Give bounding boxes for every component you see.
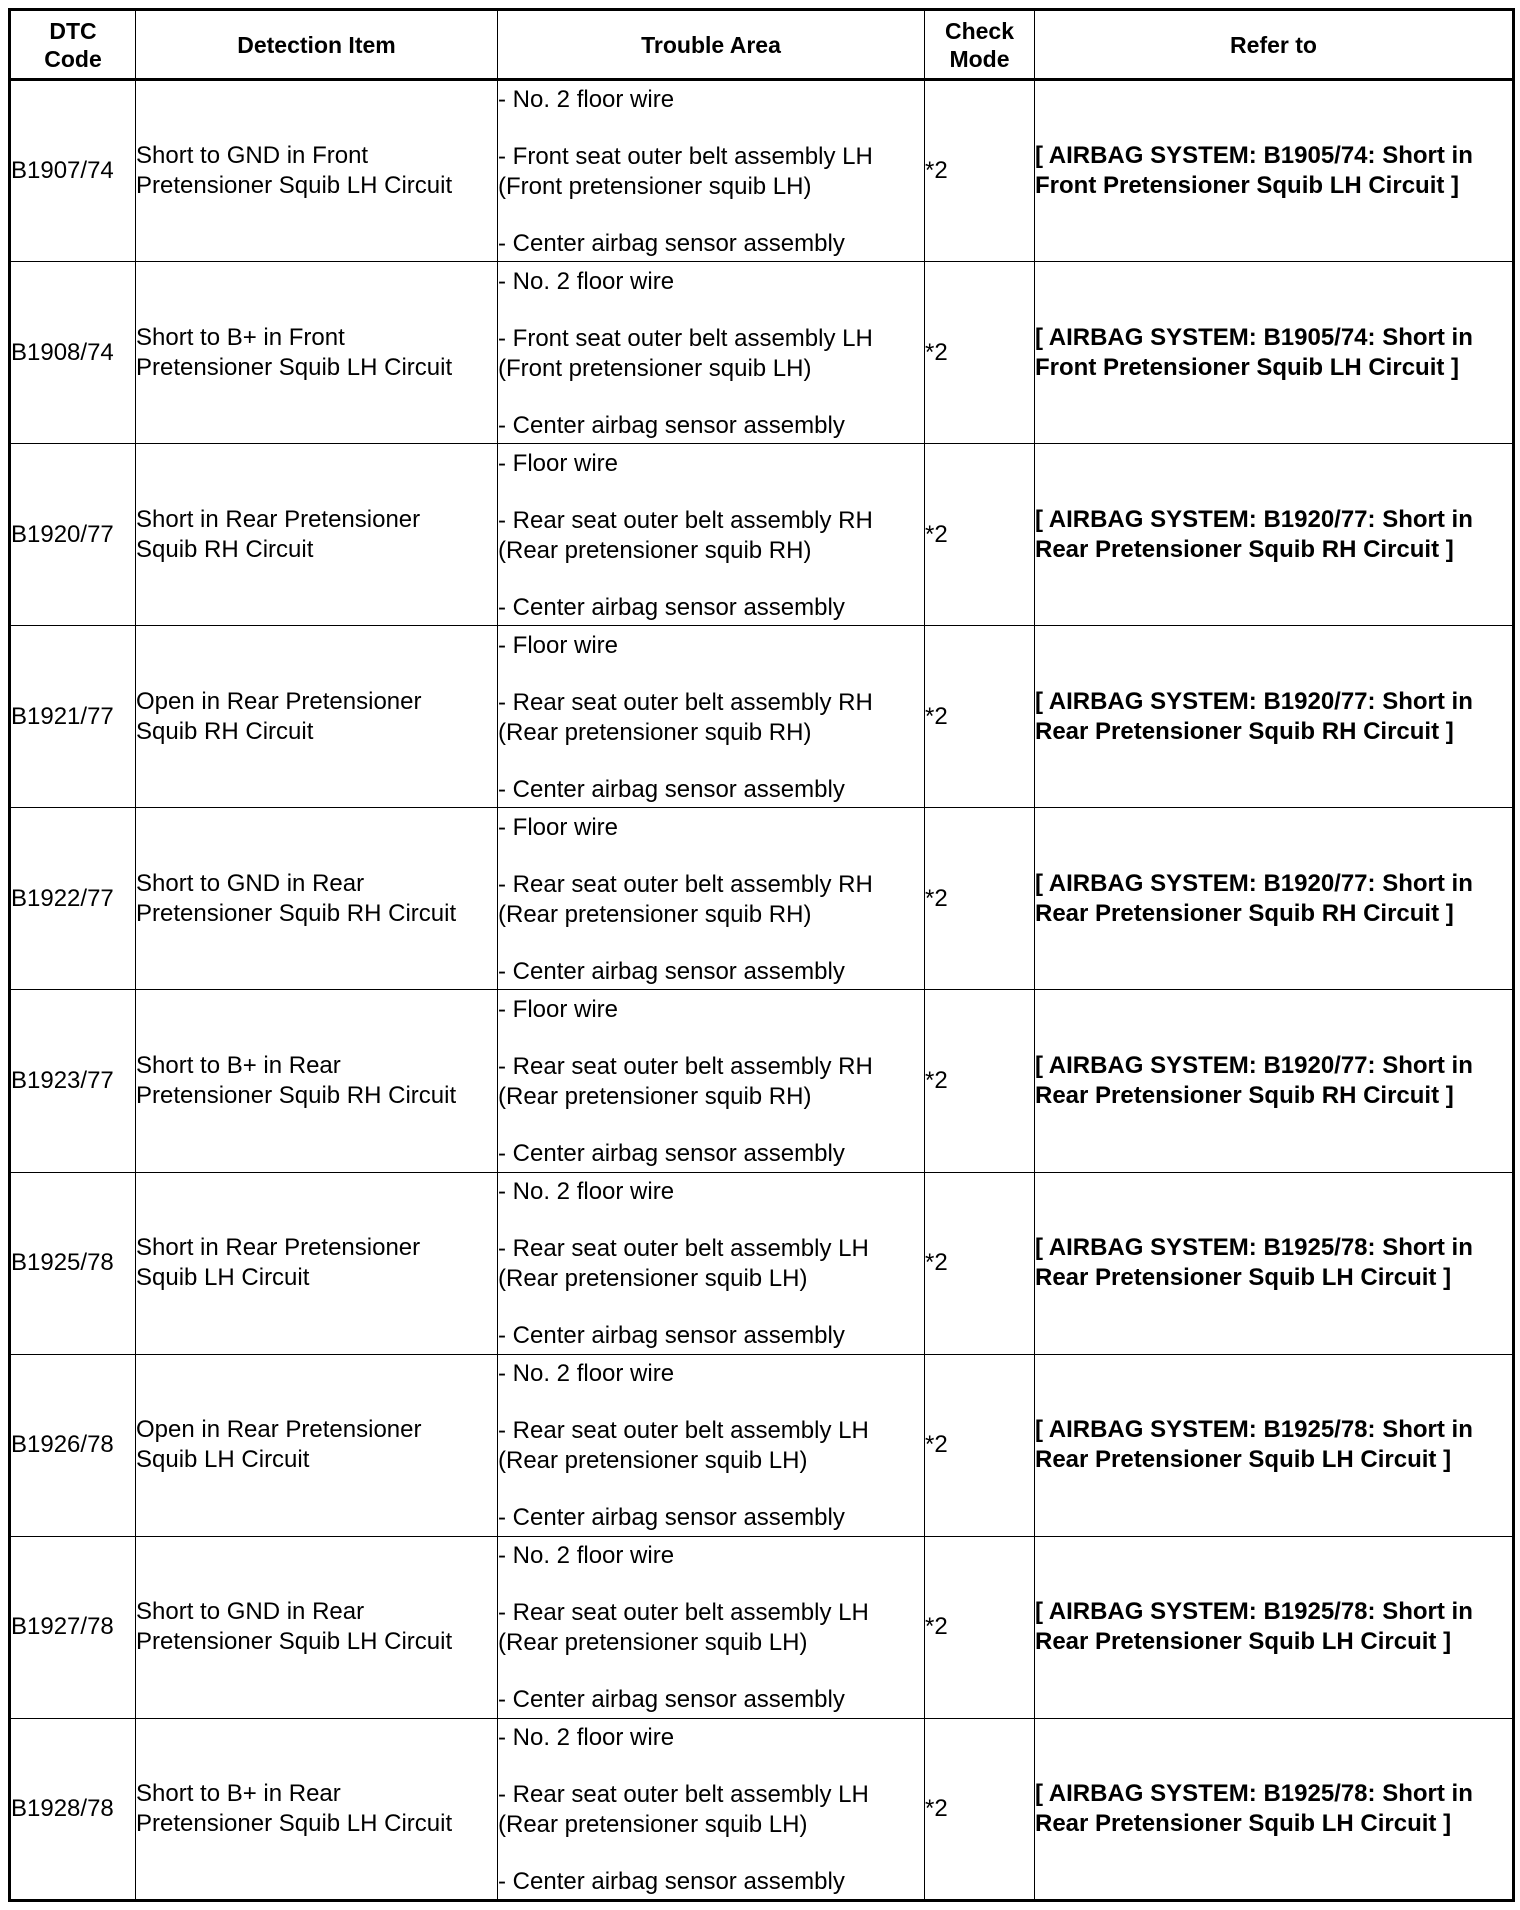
detection-item-cell <box>136 262 498 444</box>
trouble-area-part: (Rear pretensioner squib RH) <box>498 718 812 746</box>
check-mode: *2 <box>925 702 948 730</box>
dtc-code-cell <box>10 626 136 808</box>
trouble-area-part: - Rear seat outer belt assembly LH <box>498 1235 869 1263</box>
trouble-area-line <box>498 1052 924 1112</box>
trouble-area-line <box>498 1780 924 1840</box>
dtc-code-cell <box>10 1172 136 1354</box>
trouble-area-part: (Rear pretensioner squib RH) <box>498 536 812 564</box>
detection-item-line: Open in Rear Pretensioner <box>136 1416 422 1444</box>
trouble-area-line: - No. 2 floor wire <box>498 1178 675 1206</box>
dtc-code: B1923/77 <box>11 1067 114 1095</box>
trouble-area-line: - Center airbag sensor assembly <box>498 1140 845 1168</box>
check-mode: *2 <box>925 338 948 366</box>
trouble-area-cell <box>498 444 925 626</box>
refer-to-link[interactable]: Rear Pretensioner Squib LH Circuit ] <box>1035 1809 1452 1837</box>
detection-item-line: Short in Rear Pretensioner <box>136 505 421 533</box>
trouble-area-cell <box>498 1718 925 1900</box>
trouble-area-part: (Front pretensioner squib LH) <box>498 173 812 201</box>
trouble-area-part: (Rear pretensioner squib LH) <box>498 1629 808 1657</box>
dtc-code: B1921/77 <box>11 702 114 730</box>
detection-item-cell <box>136 990 498 1172</box>
trouble-area-part: (Rear pretensioner squib RH) <box>498 1083 812 1111</box>
trouble-area-part: (Rear pretensioner squib LH) <box>498 1810 808 1838</box>
dtc-code: B1927/78 <box>11 1613 114 1641</box>
refer-to-link[interactable]: [ AIRBAG SYSTEM: B1925/78: Short in <box>1035 1416 1473 1444</box>
trouble-area-cell <box>498 990 925 1172</box>
detection-item-line: Short to B+ in Rear <box>136 1052 341 1080</box>
table-row <box>10 808 1514 990</box>
detection-item-line: Pretensioner Squib LH Circuit <box>136 1809 453 1837</box>
dtc-code-cell <box>10 1718 136 1900</box>
check-mode: *2 <box>925 1794 948 1822</box>
trouble-area-line: - Center airbag sensor assembly <box>498 1322 845 1350</box>
refer-to-cell <box>1035 990 1514 1172</box>
check-mode-cell <box>925 990 1035 1172</box>
trouble-area-line <box>498 688 924 748</box>
check-mode-cell <box>925 444 1035 626</box>
check-mode-cell <box>925 808 1035 990</box>
trouble-area-part: - Front seat outer belt assembly LH <box>498 324 873 352</box>
trouble-area-part: - Rear seat outer belt assembly RH <box>498 1053 873 1081</box>
dtc-code-cell <box>10 990 136 1172</box>
dtc-code: B1922/77 <box>11 884 114 912</box>
check-mode-cell <box>925 80 1035 262</box>
check-mode: *2 <box>925 157 948 185</box>
table-row <box>10 1172 1514 1354</box>
header-check-mode-line-1: Check <box>944 17 1015 44</box>
trouble-area-part: - Rear seat outer belt assembly LH <box>498 1599 869 1627</box>
trouble-area-line: - Center airbag sensor assembly <box>498 593 845 621</box>
refer-to-cell <box>1035 808 1514 990</box>
check-mode-cell <box>925 1354 1035 1536</box>
refer-to-cell <box>1035 262 1514 444</box>
dtc-code-cell <box>10 262 136 444</box>
header-trouble-area: Trouble Area <box>498 10 925 80</box>
detection-item-line: Squib RH Circuit <box>136 717 314 745</box>
table-row <box>10 1536 1514 1718</box>
trouble-area-line: - Center airbag sensor assembly <box>498 1504 845 1532</box>
check-mode: *2 <box>925 1431 948 1459</box>
refer-to-link[interactable]: [ AIRBAG SYSTEM: B1920/77: Short in <box>1035 869 1473 897</box>
trouble-area-line: - No. 2 floor wire <box>498 1723 675 1751</box>
refer-to-link[interactable]: Rear Pretensioner Squib RH Circuit ] <box>1035 1082 1454 1110</box>
check-mode: *2 <box>925 1067 948 1095</box>
trouble-area-part: - Front seat outer belt assembly LH <box>498 143 873 171</box>
detection-item-line: Pretensioner Squib LH Circuit <box>136 353 453 381</box>
check-mode: *2 <box>925 520 948 548</box>
trouble-area-cell <box>498 1354 925 1536</box>
trouble-area-line: - Center airbag sensor assembly <box>498 1686 845 1714</box>
check-mode-cell <box>925 1536 1035 1718</box>
dtc-code-cell <box>10 80 136 262</box>
header-dtc-code-line-2: Code <box>44 45 102 72</box>
detection-item-line: Open in Rear Pretensioner <box>136 687 422 715</box>
check-mode: *2 <box>925 884 948 912</box>
trouble-area-line <box>498 870 924 930</box>
table-row <box>10 444 1514 626</box>
refer-to-cell <box>1035 1718 1514 1900</box>
check-mode: *2 <box>925 1613 948 1641</box>
trouble-area-part: - Rear seat outer belt assembly LH <box>498 1417 869 1445</box>
detection-item-line: Short to GND in Rear <box>136 1598 365 1626</box>
refer-to-link[interactable]: [ AIRBAG SYSTEM: B1905/74: Short in <box>1035 323 1473 351</box>
trouble-area-cell <box>498 80 925 262</box>
header-dtc-code <box>10 10 136 80</box>
refer-to-link[interactable]: [ AIRBAG SYSTEM: B1920/77: Short in <box>1035 1052 1473 1080</box>
dtc-code: B1925/78 <box>11 1249 114 1277</box>
dtc-code: B1926/78 <box>11 1431 114 1459</box>
refer-to-link[interactable]: Rear Pretensioner Squib RH Circuit ] <box>1035 899 1454 927</box>
refer-to-link[interactable]: Front Pretensioner Squib LH Circuit ] <box>1035 353 1460 381</box>
detection-item-line: Short to B+ in Front <box>136 323 345 351</box>
refer-to-link[interactable]: Rear Pretensioner Squib LH Circuit ] <box>1035 1628 1452 1656</box>
detection-item-cell <box>136 1354 498 1536</box>
trouble-area-line: - No. 2 floor wire <box>498 86 675 114</box>
dtc-code: B1908/74 <box>11 338 114 366</box>
trouble-area-part: - Rear seat outer belt assembly RH <box>498 506 873 534</box>
detection-item-cell <box>136 1718 498 1900</box>
refer-to-cell <box>1035 1354 1514 1536</box>
trouble-area-line: - Center airbag sensor assembly <box>498 230 845 258</box>
dtc-code-cell <box>10 808 136 990</box>
refer-to-link[interactable]: [ AIRBAG SYSTEM: B1920/77: Short in <box>1035 505 1473 533</box>
trouble-area-line <box>498 142 924 202</box>
table-row <box>10 990 1514 1172</box>
detection-item-cell <box>136 1536 498 1718</box>
trouble-area-cell <box>498 626 925 808</box>
detection-item-cell <box>136 444 498 626</box>
table-row <box>10 262 1514 444</box>
refer-to-link[interactable]: [ AIRBAG SYSTEM: B1925/78: Short in <box>1035 1598 1473 1626</box>
refer-to-link[interactable]: Rear Pretensioner Squib LH Circuit ] <box>1035 1264 1452 1292</box>
refer-to-cell <box>1035 626 1514 808</box>
header-row <box>10 10 1514 80</box>
dtc-table <box>8 8 1515 1902</box>
trouble-area-line: - Floor wire <box>498 449 619 477</box>
refer-to-link[interactable]: Rear Pretensioner Squib RH Circuit ] <box>1035 535 1454 563</box>
table-row <box>10 1718 1514 1900</box>
detection-item-line: Pretensioner Squib LH Circuit <box>136 172 453 200</box>
header-detection-item: Detection Item <box>136 10 498 80</box>
refer-to-link[interactable]: [ AIRBAG SYSTEM: B1905/74: Short in <box>1035 142 1473 170</box>
trouble-area-part: - Rear seat outer belt assembly RH <box>498 688 873 716</box>
header-dtc-code-line-1: DTC <box>49 17 97 44</box>
refer-to-cell <box>1035 80 1514 262</box>
trouble-area-part: - Rear seat outer belt assembly LH <box>498 1780 869 1808</box>
refer-to-link[interactable]: [ AIRBAG SYSTEM: B1920/77: Short in <box>1035 687 1473 715</box>
check-mode-cell <box>925 1718 1035 1900</box>
trouble-area-line: - Center airbag sensor assembly <box>498 1867 845 1895</box>
header-refer-to: Refer to <box>1035 10 1514 80</box>
trouble-area-line <box>498 1234 924 1294</box>
detection-item-line: Squib RH Circuit <box>136 535 314 563</box>
trouble-area-part: (Front pretensioner squib LH) <box>498 354 812 382</box>
dtc-code: B1907/74 <box>11 157 114 185</box>
header-check-mode-line-2: Mode <box>949 45 1010 72</box>
refer-to-cell <box>1035 1172 1514 1354</box>
detection-item-line: Pretensioner Squib RH Circuit <box>136 899 457 927</box>
trouble-area-line: - Center airbag sensor assembly <box>498 775 845 803</box>
trouble-area-part: - Rear seat outer belt assembly RH <box>498 870 873 898</box>
refer-to-link[interactable]: [ AIRBAG SYSTEM: B1925/78: Short in <box>1035 1779 1473 1807</box>
detection-item-line: Pretensioner Squib LH Circuit <box>136 1628 453 1656</box>
detection-item-line: Short to GND in Front <box>136 142 369 170</box>
refer-to-cell <box>1035 1536 1514 1718</box>
trouble-area-line: - No. 2 floor wire <box>498 1360 675 1388</box>
trouble-area-line <box>498 506 924 566</box>
dtc-code-cell <box>10 444 136 626</box>
detection-item-line: Short in Rear Pretensioner <box>136 1234 421 1262</box>
dtc-code: B1920/77 <box>11 520 114 548</box>
trouble-area-line: - Center airbag sensor assembly <box>498 957 845 985</box>
trouble-area-cell <box>498 808 925 990</box>
refer-to-link[interactable]: Rear Pretensioner Squib RH Circuit ] <box>1035 717 1454 745</box>
refer-to-cell <box>1035 444 1514 626</box>
table-row <box>10 1354 1514 1536</box>
trouble-area-line: - Floor wire <box>498 813 619 841</box>
refer-to-link[interactable]: [ AIRBAG SYSTEM: B1925/78: Short in <box>1035 1234 1473 1262</box>
trouble-area-line <box>498 1598 924 1658</box>
check-mode-cell <box>925 1172 1035 1354</box>
trouble-area-line: - No. 2 floor wire <box>498 267 675 295</box>
trouble-area-cell <box>498 1172 925 1354</box>
refer-to-link[interactable]: Rear Pretensioner Squib LH Circuit ] <box>1035 1446 1452 1474</box>
trouble-area-line: - Floor wire <box>498 996 619 1024</box>
trouble-area-line <box>498 1416 924 1476</box>
detection-item-cell <box>136 80 498 262</box>
trouble-area-line: - Floor wire <box>498 631 619 659</box>
trouble-area-part: (Rear pretensioner squib LH) <box>498 1265 808 1293</box>
check-mode-cell <box>925 626 1035 808</box>
detection-item-line: Short to GND in Rear <box>136 869 365 897</box>
check-mode-cell <box>925 262 1035 444</box>
detection-item-line: Squib LH Circuit <box>136 1446 310 1474</box>
detection-item-line: Squib LH Circuit <box>136 1264 310 1292</box>
check-mode: *2 <box>925 1249 948 1277</box>
detection-item-cell <box>136 626 498 808</box>
table-row <box>10 626 1514 808</box>
detection-item-line: Pretensioner Squib RH Circuit <box>136 1082 457 1110</box>
header-check-mode <box>925 10 1035 80</box>
trouble-area-part: (Rear pretensioner squib LH) <box>498 1447 808 1475</box>
dtc-code-cell <box>10 1354 136 1536</box>
detection-item-line: Short to B+ in Rear <box>136 1779 341 1807</box>
trouble-area-line: - Center airbag sensor assembly <box>498 411 845 439</box>
detection-item-cell <box>136 808 498 990</box>
trouble-area-cell <box>498 262 925 444</box>
dtc-code: B1928/78 <box>11 1794 114 1822</box>
trouble-area-line <box>498 324 924 384</box>
detection-item-cell <box>136 1172 498 1354</box>
trouble-area-cell <box>498 1536 925 1718</box>
table-row <box>10 80 1514 262</box>
dtc-code-cell <box>10 1536 136 1718</box>
trouble-area-line: - No. 2 floor wire <box>498 1542 675 1570</box>
refer-to-link[interactable]: Front Pretensioner Squib LH Circuit ] <box>1035 172 1460 200</box>
trouble-area-part: (Rear pretensioner squib RH) <box>498 900 812 928</box>
